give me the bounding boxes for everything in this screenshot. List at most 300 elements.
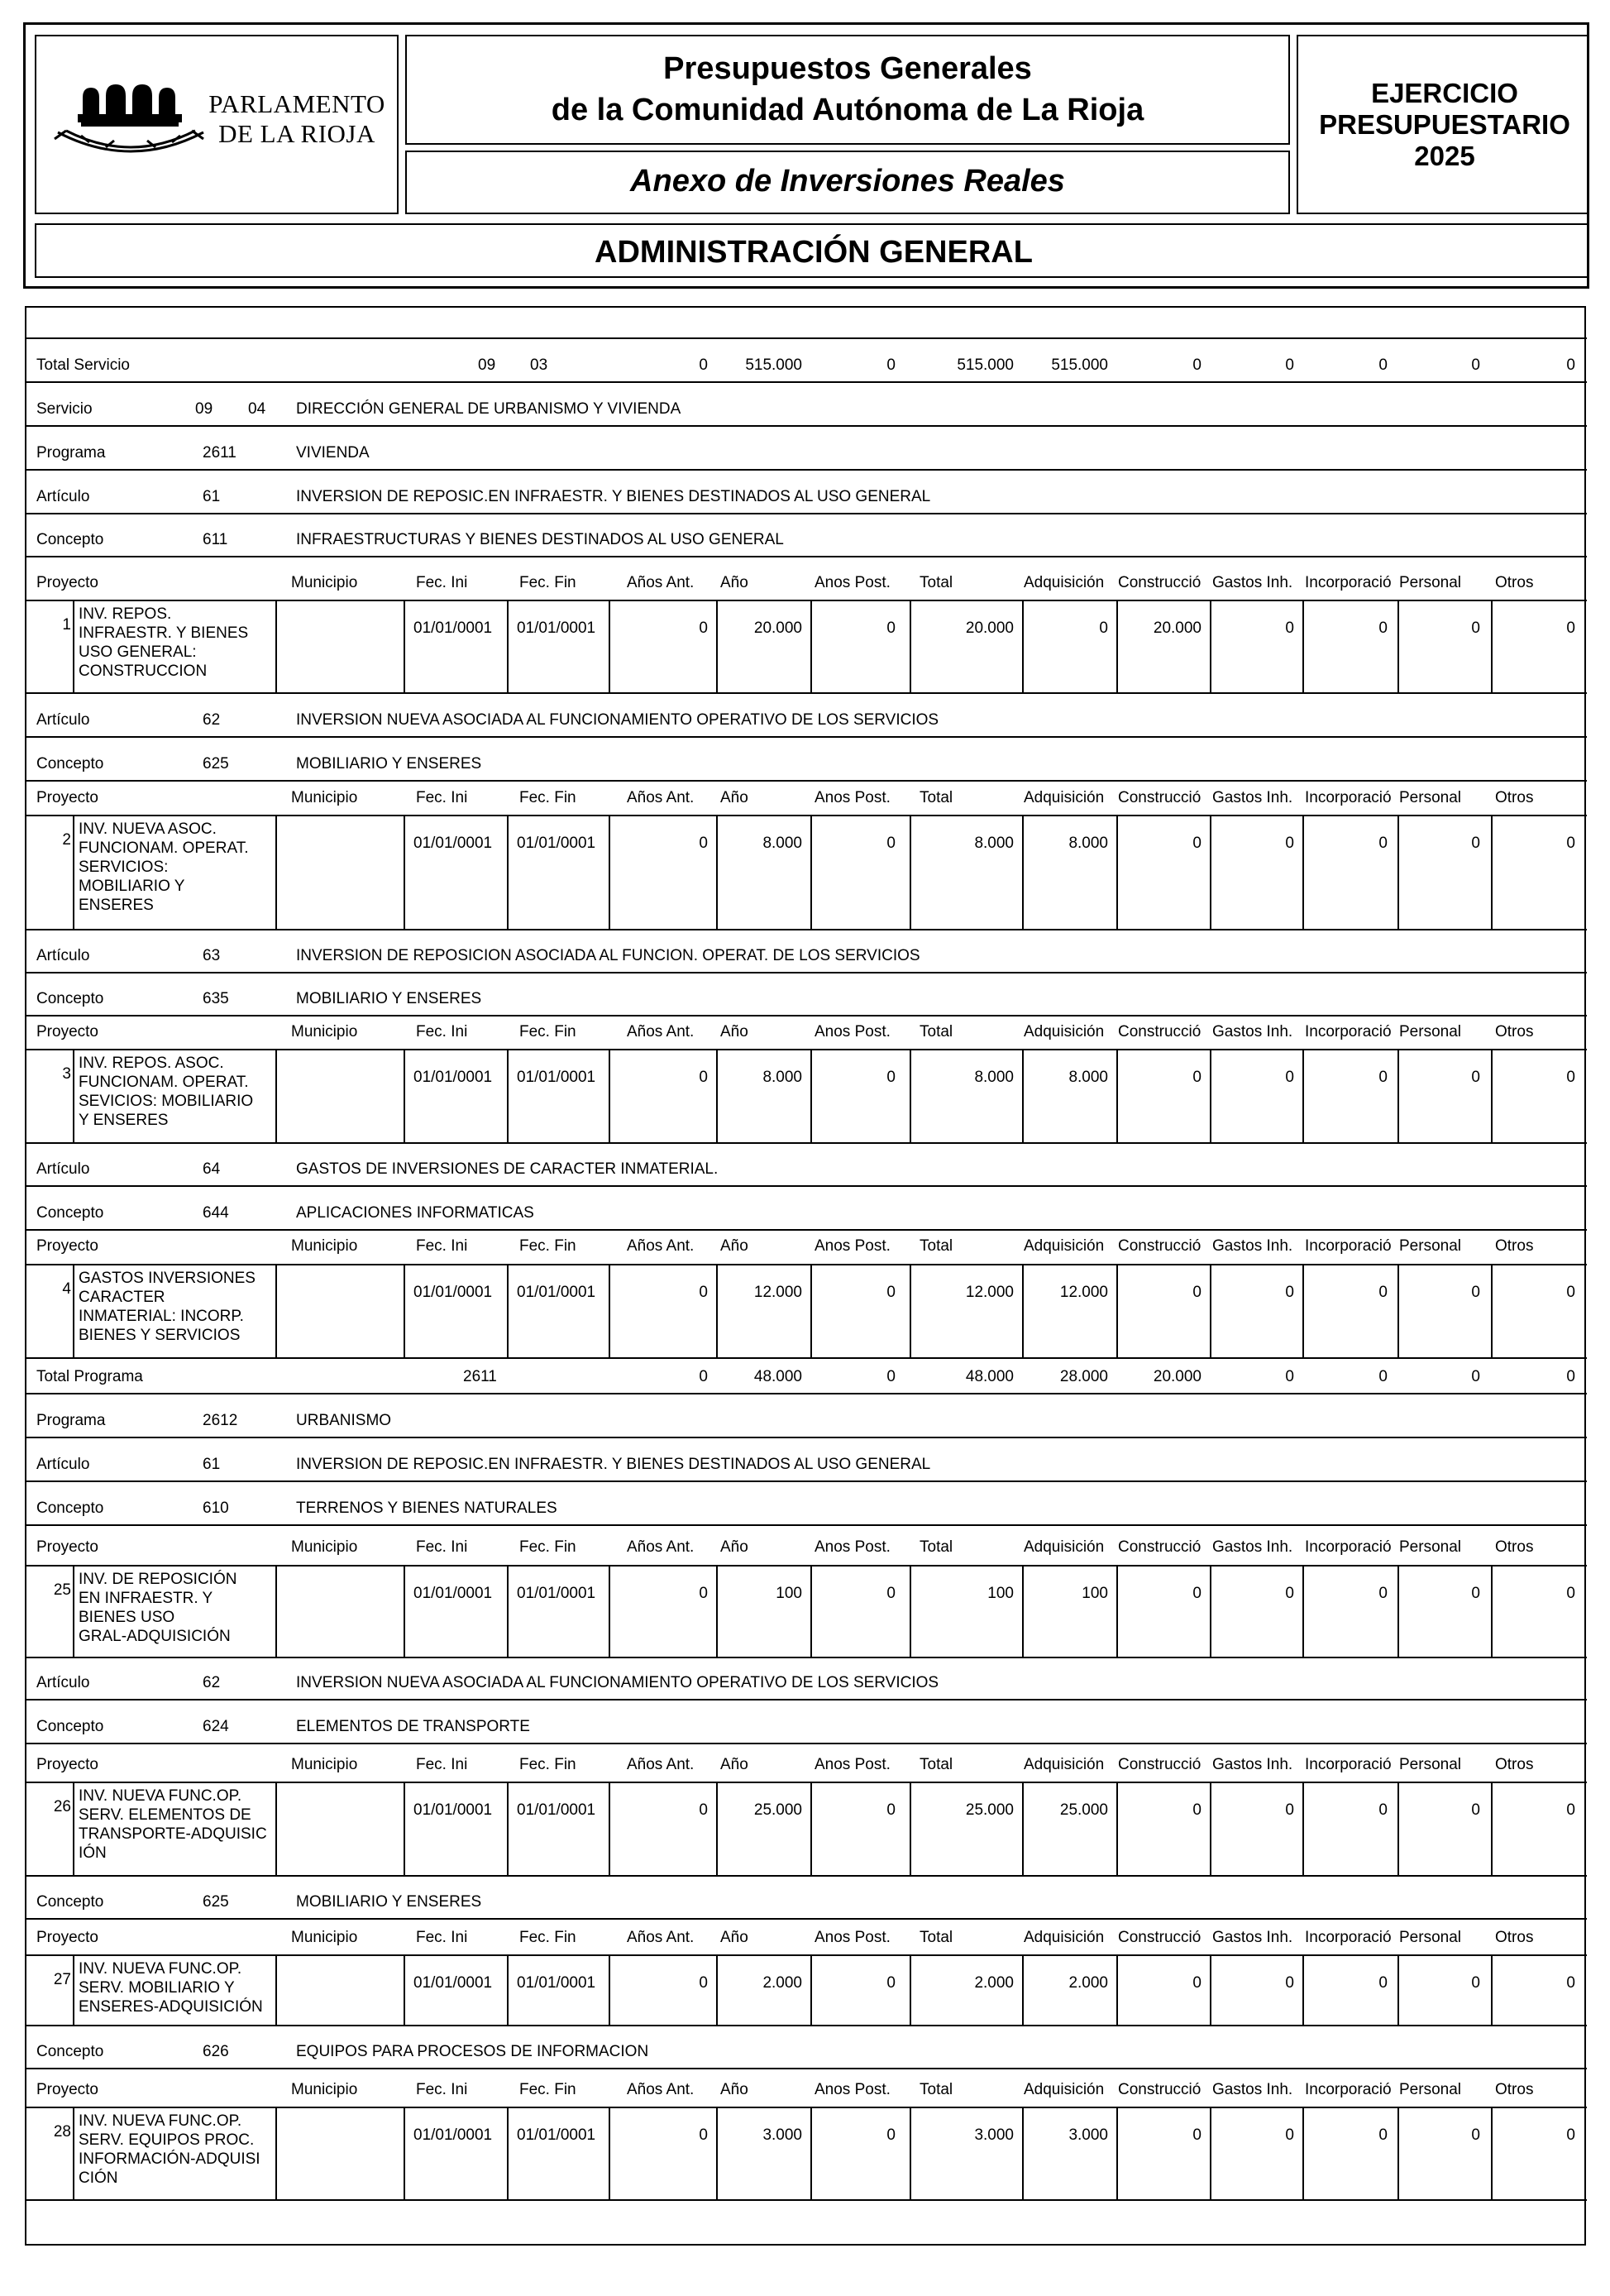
column-header: Año (720, 1023, 748, 1040)
column-header: Incorporació (1305, 789, 1392, 806)
row-divider (26, 1743, 1587, 1744)
column-divider (1116, 1049, 1118, 1142)
project-value-7: 0 (1378, 1069, 1388, 1086)
column-divider (507, 1049, 509, 1142)
column-header: Personal (1399, 1237, 1461, 1255)
project-value-6: 0 (1285, 1974, 1294, 1992)
column-header: Adquisición (1024, 1756, 1105, 1773)
column-header: Fec. Ini (416, 1023, 468, 1040)
project-value-6: 0 (1285, 1801, 1294, 1819)
column-header: Adquisición (1024, 2081, 1105, 2098)
column-header: Personal (1399, 574, 1461, 591)
subtitle: Anexo de Inversiones Reales (630, 164, 1065, 199)
project-value-2: 0 (886, 1801, 896, 1819)
column-header: Anos Post. (815, 1538, 891, 1556)
section-code: 64 (203, 1160, 221, 1178)
column-header: Municipio (291, 1538, 358, 1556)
row-divider (26, 815, 1587, 816)
project-number: 4 (62, 1280, 71, 1298)
row-divider (26, 1393, 1587, 1394)
section-label: Concepto (36, 1204, 104, 1222)
column-header: Año (720, 789, 748, 806)
column-divider (1116, 815, 1118, 929)
project-value-0: 0 (699, 835, 708, 852)
project-value-9: 0 (1566, 1801, 1575, 1819)
project-description: INV. NUEVA ASOC. FUNCIONAM. OPERAT. SERVICIOS: MOBILIARIO Y ENSERES (79, 820, 249, 914)
total-programa-value-1: 48.000 (753, 1368, 802, 1385)
project-value-0: 0 (699, 619, 708, 637)
project-value-9: 0 (1566, 1974, 1575, 1992)
project-end-date: 01/01/0001 (517, 619, 596, 637)
project-value-2: 0 (886, 1974, 896, 1992)
column-divider (1022, 1264, 1024, 1357)
column-header: Municipio (291, 1237, 358, 1255)
column-divider (810, 1264, 812, 1357)
logo-line-2: DE LA RIOJA (218, 119, 375, 148)
project-value-3: 3.000 (974, 2126, 1014, 2144)
column-header: Fec. Fin (519, 1929, 576, 1946)
project-value-1: 2.000 (762, 1974, 802, 1992)
project-value-1: 8.000 (762, 1069, 802, 1086)
column-divider (404, 2107, 405, 2199)
project-value-9: 0 (1566, 835, 1575, 852)
project-end-date: 01/01/0001 (517, 1801, 596, 1819)
project-number: 28 (53, 2123, 71, 2141)
title-box (405, 35, 1290, 145)
row-divider (26, 736, 1587, 738)
total-servicio-label: Total Servicio (36, 356, 130, 374)
row-divider (26, 425, 1587, 427)
column-header: Fec. Ini (416, 1538, 468, 1556)
column-divider (1397, 815, 1399, 929)
column-header: Año (720, 1237, 748, 1255)
project-number: 2 (62, 831, 71, 849)
project-value-5: 0 (1192, 835, 1202, 852)
column-divider (1397, 1782, 1399, 1875)
section-label: Artículo (36, 488, 90, 505)
column-header: Fec. Fin (519, 574, 576, 591)
section-label: Artículo (36, 1456, 90, 1473)
column-divider (1302, 1782, 1304, 1875)
column-divider (404, 1565, 405, 1657)
section-label: Artículo (36, 1674, 90, 1691)
project-value-4: 3.000 (1068, 2126, 1108, 2144)
column-divider (810, 600, 812, 692)
total-programa-value-2: 0 (886, 1368, 896, 1385)
section-name: INVERSION DE REPOSICION ASOCIADA AL FUNCION. OPERAT. DE LOS SERVICIOS (296, 947, 920, 964)
project-value-0: 0 (699, 1284, 708, 1301)
row-divider (26, 2199, 1587, 2201)
column-header: Fec. Ini (416, 1756, 468, 1773)
row-divider (26, 556, 1587, 557)
row-divider (26, 2068, 1587, 2069)
total-programa-value-9: 0 (1566, 1368, 1575, 1385)
column-divider (609, 600, 610, 692)
column-divider (1210, 1264, 1211, 1357)
column-divider (1491, 1264, 1493, 1357)
project-value-8: 0 (1471, 1284, 1480, 1301)
servicio-code2: 04 (248, 400, 266, 418)
total-servicio-value-2: 0 (886, 356, 896, 374)
section-label: Artículo (36, 947, 90, 964)
total-servicio-value-4: 515.000 (1051, 356, 1108, 374)
column-header: Fec. Fin (519, 1538, 576, 1556)
column-header: Fec. Ini (416, 2081, 468, 2098)
column-divider (609, 1264, 610, 1357)
total-servicio-value-3: 515.000 (957, 356, 1014, 374)
section-title: ADMINISTRACIÓN GENERAL (595, 235, 1033, 270)
total-servicio-code2: 03 (530, 356, 548, 374)
section-code: 624 (203, 1718, 229, 1735)
programa-code: 2611 (203, 444, 236, 462)
project-value-5: 0 (1192, 2126, 1202, 2144)
column-divider (1491, 815, 1493, 929)
section-name: INVERSION NUEVA ASOCIADA AL FUNCIONAMIENTO OPERATIVO DE LOS SERVICIOS (296, 1674, 939, 1691)
section-label: Concepto (36, 2043, 104, 2060)
column-header: Total (920, 1756, 953, 1773)
total-servicio-value-8: 0 (1471, 356, 1480, 374)
column-header: Proyecto (36, 1538, 98, 1556)
column-divider (73, 1954, 74, 2025)
column-header: Otros (1495, 574, 1534, 591)
column-divider (910, 1049, 911, 1142)
project-value-8: 0 (1471, 1585, 1480, 1602)
column-header: Proyecto (36, 1756, 98, 1773)
column-header: Fec. Ini (416, 789, 468, 806)
project-description: INV. NUEVA FUNC.OP. SERV. EQUIPOS PROC. INFORMACIÓN-ADQUISI CIÓN (79, 2112, 260, 2187)
column-divider (810, 815, 812, 929)
column-divider (73, 1049, 74, 1142)
project-value-0: 0 (699, 1585, 708, 1602)
project-value-1: 20.000 (753, 619, 802, 637)
column-header: Fec. Fin (519, 1237, 576, 1255)
row-divider (26, 1782, 1587, 1783)
project-value-8: 0 (1471, 619, 1480, 637)
row-divider (26, 2107, 1587, 2108)
project-value-6: 0 (1285, 2126, 1294, 2144)
total-programa-code: 2611 (463, 1368, 497, 1385)
project-value-9: 0 (1566, 1069, 1575, 1086)
column-divider (1397, 600, 1399, 692)
project-value-4: 100 (1082, 1585, 1108, 1602)
column-header: Gastos Inh. (1212, 789, 1293, 806)
logo-line-1: PARLAMENTO (208, 89, 385, 118)
column-divider (404, 600, 405, 692)
section-code: 635 (203, 990, 229, 1007)
column-header: Años Ant. (627, 1756, 695, 1773)
project-value-4: 12.000 (1059, 1284, 1108, 1301)
section-name: MOBILIARIO Y ENSERES (296, 755, 482, 773)
total-servicio-value-6: 0 (1285, 356, 1294, 374)
column-header: Total (920, 1538, 953, 1556)
section-name: GASTOS DE INVERSIONES DE CARACTER INMATERIAL. (296, 1160, 719, 1178)
project-value-2: 0 (886, 835, 896, 852)
section-code: 62 (203, 711, 221, 729)
column-divider (910, 1782, 911, 1875)
column-header: Incorporació (1305, 574, 1392, 591)
section-name: INVERSION DE REPOSIC.EN INFRAESTR. Y BIENES DESTINADOS AL USO GENERAL (296, 1456, 931, 1473)
column-header: Construcció (1118, 789, 1202, 806)
column-header: Gastos Inh. (1212, 1929, 1293, 1946)
column-header: Construcció (1118, 1756, 1202, 1773)
column-divider (1491, 600, 1493, 692)
column-header: Fec. Fin (519, 1023, 576, 1040)
column-divider (1116, 600, 1118, 692)
section-name: MOBILIARIO Y ENSERES (296, 990, 482, 1007)
column-header: Anos Post. (815, 1756, 891, 1773)
section-code: 611 (203, 531, 228, 548)
column-header: Municipio (291, 1929, 358, 1946)
column-divider (1491, 1782, 1493, 1875)
row-divider (26, 1264, 1587, 1265)
column-header: Municipio (291, 1756, 358, 1773)
row-divider (26, 1565, 1587, 1567)
project-value-3: 12.000 (965, 1284, 1014, 1301)
column-divider (1491, 1049, 1493, 1142)
column-divider (910, 1264, 911, 1357)
row-divider (26, 929, 1587, 930)
row-divider (26, 1142, 1587, 1144)
project-value-2: 0 (886, 1069, 896, 1086)
column-header: Años Ant. (627, 1237, 695, 1255)
column-header: Construcció (1118, 1929, 1202, 1946)
title-line-2: de la Comunidad Autónoma de La Rioja (551, 93, 1144, 127)
column-divider (910, 1565, 911, 1657)
section-label: Concepto (36, 531, 104, 548)
column-divider (810, 2107, 812, 2199)
row-divider (26, 1875, 1587, 1877)
section-name: INVERSION DE REPOSIC.EN INFRAESTR. Y BIENES DESTINADOS AL USO GENERAL (296, 488, 931, 505)
column-header: Personal (1399, 1929, 1461, 1946)
column-header: Personal (1399, 1756, 1461, 1773)
project-end-date: 01/01/0001 (517, 1284, 596, 1301)
section-label: Concepto (36, 1718, 104, 1735)
column-header: Construcció (1118, 1538, 1202, 1556)
project-value-4: 2.000 (1068, 1974, 1108, 1992)
column-divider (1210, 2107, 1211, 2199)
column-divider (716, 1264, 718, 1357)
column-divider (404, 1264, 405, 1357)
total-programa-value-3: 48.000 (965, 1368, 1014, 1385)
total-programa-value-5: 20.000 (1153, 1368, 1202, 1385)
project-value-7: 0 (1378, 1974, 1388, 1992)
column-header: Municipio (291, 574, 358, 591)
column-divider (1397, 1049, 1399, 1142)
column-divider (507, 1954, 509, 2025)
column-divider (716, 1049, 718, 1142)
column-header: Fec. Fin (519, 789, 576, 806)
column-header: Adquisición (1024, 1929, 1105, 1946)
column-header: Adquisición (1024, 1538, 1105, 1556)
column-divider (810, 1049, 812, 1142)
project-value-2: 0 (886, 1284, 896, 1301)
section-title-box (35, 223, 1589, 278)
column-divider (507, 1565, 509, 1657)
column-header: Municipio (291, 2081, 358, 2098)
project-value-1: 12.000 (753, 1284, 802, 1301)
column-header: Fec. Ini (416, 1237, 468, 1255)
column-header: Construcció (1118, 2081, 1202, 2098)
column-header: Total (920, 789, 953, 806)
column-divider (1210, 600, 1211, 692)
project-number: 3 (62, 1065, 71, 1083)
project-value-6: 0 (1285, 1284, 1294, 1301)
column-divider (73, 1264, 74, 1357)
project-start-date: 01/01/0001 (413, 2126, 493, 2144)
section-code: 61 (203, 488, 221, 505)
ejercicio-year: 2025 (1414, 141, 1475, 171)
project-value-2: 0 (886, 2126, 896, 2144)
section-code: 63 (203, 947, 221, 964)
section-name: INFRAESTRUCTURAS Y BIENES DESTINADOS AL USO GENERAL (296, 531, 784, 548)
column-divider (507, 1264, 509, 1357)
column-divider (1116, 1782, 1118, 1875)
column-divider (609, 1565, 610, 1657)
column-header: Año (720, 1929, 748, 1946)
project-value-6: 0 (1285, 619, 1294, 637)
column-divider (910, 600, 911, 692)
column-divider (609, 815, 610, 929)
project-value-4: 8.000 (1068, 1069, 1108, 1086)
project-value-8: 0 (1471, 1069, 1480, 1086)
column-divider (1116, 2107, 1118, 2199)
column-divider (507, 600, 509, 692)
column-header: Total (920, 1929, 953, 1946)
column-divider (1022, 1782, 1024, 1875)
project-end-date: 01/01/0001 (517, 1069, 596, 1086)
column-header: Municipio (291, 789, 358, 806)
programa-name: URBANISMO (296, 1412, 392, 1429)
section-code: 625 (203, 1893, 229, 1911)
project-start-date: 01/01/0001 (413, 1585, 493, 1602)
project-number: 25 (53, 1581, 71, 1599)
section-label: Artículo (36, 1160, 90, 1178)
project-value-0: 0 (699, 2126, 708, 2144)
row-divider (26, 1049, 1587, 1050)
column-header: Gastos Inh. (1212, 2081, 1293, 2098)
total-programa-value-6: 0 (1285, 1368, 1294, 1385)
project-value-2: 0 (886, 1585, 896, 1602)
section-code: 625 (203, 755, 229, 773)
column-header: Años Ant. (627, 574, 695, 591)
column-divider (73, 1782, 74, 1875)
project-value-5: 0 (1192, 1585, 1202, 1602)
column-header: Adquisición (1024, 574, 1105, 591)
project-description: INV. NUEVA FUNC.OP. SERV. ELEMENTOS DE TRANSPORTE-ADQUISIC IÓN (79, 1787, 267, 1862)
column-header: Años Ant. (627, 2081, 695, 2098)
column-divider (609, 1782, 610, 1875)
column-header: Años Ant. (627, 1023, 695, 1040)
column-header: Construcció (1118, 1023, 1202, 1040)
column-header: Proyecto (36, 789, 98, 806)
row-divider (26, 337, 1587, 339)
column-divider (1210, 1565, 1211, 1657)
programa-name: VIVIENDA (296, 444, 370, 462)
project-start-date: 01/01/0001 (413, 1974, 493, 1992)
total-servicio-value-7: 0 (1378, 356, 1388, 374)
project-value-4: 25.000 (1059, 1801, 1108, 1819)
column-header: Fec. Ini (416, 574, 468, 591)
column-header: Incorporació (1305, 1929, 1392, 1946)
project-value-3: 8.000 (974, 835, 1014, 852)
project-value-8: 0 (1471, 2126, 1480, 2144)
column-header: Proyecto (36, 1929, 98, 1946)
column-header: Gastos Inh. (1212, 1023, 1293, 1040)
project-value-3: 2.000 (974, 1974, 1014, 1992)
subtitle-box (405, 151, 1290, 214)
project-value-4: 0 (1099, 619, 1108, 637)
total-programa-value-4: 28.000 (1059, 1368, 1108, 1385)
project-value-8: 0 (1471, 1974, 1480, 1992)
column-header: Otros (1495, 1929, 1534, 1946)
column-header: Año (720, 1538, 748, 1556)
project-value-7: 0 (1378, 1801, 1388, 1819)
project-value-1: 8.000 (762, 835, 802, 852)
ejercicio-line-1: EJERCICIO (1371, 78, 1518, 108)
row-divider (26, 1918, 1587, 1920)
project-end-date: 01/01/0001 (517, 2126, 596, 2144)
project-start-date: 01/01/0001 (413, 1069, 493, 1086)
column-divider (1116, 1264, 1118, 1357)
row-divider (26, 780, 1587, 782)
column-divider (1302, 600, 1304, 692)
column-header: Personal (1399, 2081, 1461, 2098)
total-programa-label: Total Programa (36, 1368, 143, 1385)
project-value-7: 0 (1378, 619, 1388, 637)
column-header: Gastos Inh. (1212, 574, 1293, 591)
column-header: Total (920, 1237, 953, 1255)
column-header: Otros (1495, 2081, 1534, 2098)
column-header: Incorporació (1305, 1023, 1392, 1040)
project-description: GASTOS INVERSIONES CARACTER INMATERIAL: INCORP. BIENES Y SERVICIOS (79, 1270, 256, 1344)
section-name: TERRENOS Y BIENES NATURALES (296, 1500, 557, 1517)
section-name: INVERSION NUEVA ASOCIADA AL FUNCIONAMIENTO OPERATIVO DE LOS SERVICIOS (296, 711, 939, 729)
project-value-9: 0 (1566, 2126, 1575, 2144)
project-value-6: 0 (1285, 1585, 1294, 1602)
section-label: Concepto (36, 755, 104, 773)
section-label: Concepto (36, 1500, 104, 1517)
column-header: Otros (1495, 789, 1534, 806)
servicio-label: Servicio (36, 400, 93, 418)
row-divider (26, 1954, 1587, 1956)
row-divider (26, 1229, 1587, 1231)
column-divider (1022, 1565, 1024, 1657)
column-divider (716, 600, 718, 692)
project-value-3: 20.000 (965, 619, 1014, 637)
row-divider (26, 1480, 1587, 1482)
project-end-date: 01/01/0001 (517, 1974, 596, 1992)
project-value-7: 0 (1378, 835, 1388, 852)
total-servicio-value-1: 515.000 (745, 356, 802, 374)
column-divider (716, 1565, 718, 1657)
section-code: 62 (203, 1674, 221, 1691)
row-divider (26, 1357, 1587, 1359)
column-header: Otros (1495, 1237, 1534, 1255)
column-divider (910, 2107, 911, 2199)
project-value-9: 0 (1566, 619, 1575, 637)
column-divider (404, 1954, 405, 2025)
total-programa-value-0: 0 (699, 1368, 708, 1385)
column-divider (1397, 1264, 1399, 1357)
column-header: Adquisición (1024, 1237, 1105, 1255)
column-header: Gastos Inh. (1212, 1237, 1293, 1255)
row-divider (26, 1657, 1587, 1658)
project-value-0: 0 (699, 1069, 708, 1086)
project-value-7: 0 (1378, 1284, 1388, 1301)
row-divider (26, 2025, 1587, 2026)
total-servicio-code1: 09 (478, 356, 496, 374)
column-header: Años Ant. (627, 1538, 695, 1556)
